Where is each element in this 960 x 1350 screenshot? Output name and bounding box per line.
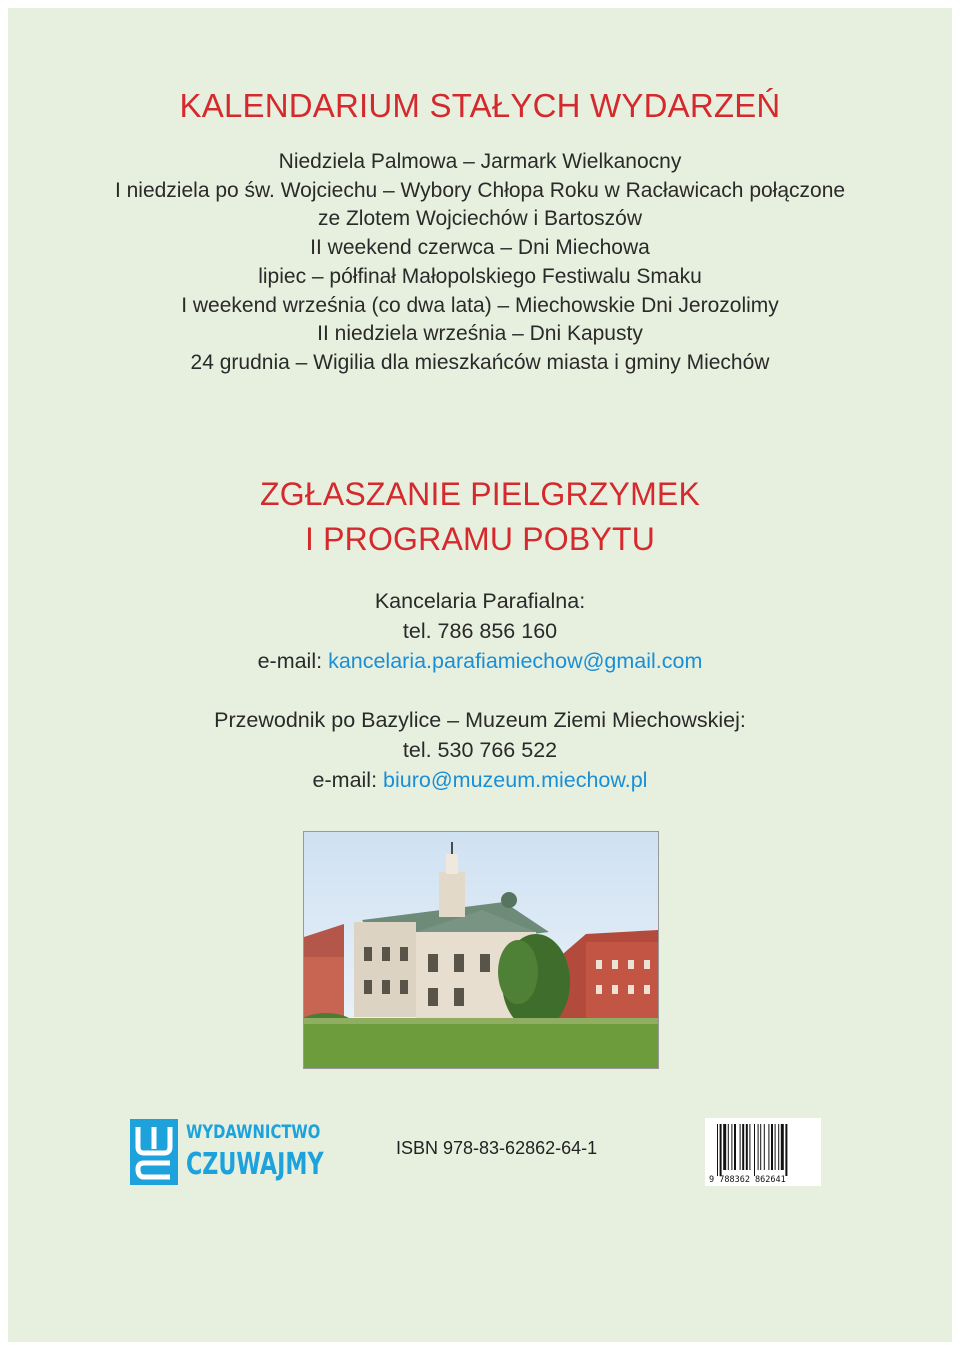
barcode-bar [742,1124,744,1170]
isbn-barcode [705,1118,821,1186]
barcode-bar [749,1124,750,1170]
barcode-bar [764,1124,765,1170]
event-line: II weekend czerwca – Dni Miechowa [310,236,650,260]
barcode-bar [717,1124,718,1176]
parish-office-email-row [8,646,952,676]
email-label: e-mail: [257,649,329,673]
email-label: e-mail: [312,768,384,792]
event-line: ze Zlotem Wojciechów i Bartoszów [317,207,643,231]
barcode-bar [728,1124,729,1170]
event-line: I niedziela po św. Wojciechu – Wybory Chłopa Roku w Racławicach połączone [114,178,846,202]
barcode-bar [771,1124,773,1170]
guide-label: Przewodnik po Bazylice – Muzeum Ziemi Miechowskiej: [214,708,746,732]
barcode-bar [754,1124,755,1176]
barcode-bar [775,1124,776,1170]
event-line: II niedziela września – Dni Kapusty [317,322,643,346]
barcode-bar [785,1124,787,1176]
barcode-bar [778,1124,779,1170]
parish-office-email-link[interactable]: kancelaria.parafiamiechow@gmail.com [328,649,703,673]
barcode-bar [740,1124,741,1170]
event-line: 24 grudnia – Wigilia dla mieszkańców miasta i gminy Miechów [190,350,770,374]
events-calendar-title: KALENDARIUM STAŁYCH WYDARZEŃ [179,87,781,124]
barcode-bar [720,1124,722,1176]
basilica-photo [303,831,659,1069]
barcode-bar [734,1124,736,1170]
isbn-number: ISBN 978-83-62862-64-1 [396,1138,598,1158]
barcode-bar [781,1124,784,1170]
event-line: Niedziela Palmowa – Jarmark Wielkanocny [278,150,682,173]
pilgrimage-title-line2: I PROGRAMU POBYTU [304,521,656,557]
back-cover-page [8,8,952,1342]
barcode-bar [760,1124,761,1170]
event-line: lipiec – półfinał Małopolskiego Festiwalu Smaku [258,264,702,288]
event-line: I weekend września (co dwa lata) – Miechowskie Dni Jerozolimy [181,293,779,317]
guide-email-link[interactable]: biuro@muzeum.miechow.pl [383,768,648,792]
parish-office-label: Kancelaria Parafialna: [374,589,586,613]
publisher-name-line2: CZUWAJMY [186,1147,324,1182]
barcode-bar [768,1124,769,1170]
pilgrimage-title-line1: ZGŁASZANIE PIELGRZYMEK [259,476,701,512]
parish-office-phone: tel. 786 856 160 [402,619,558,643]
barcode-digits: 9 788362 862641 [709,1175,786,1185]
barcode-bar [758,1124,759,1170]
publisher-logo [130,1119,324,1187]
publisher-logo-mark [130,1119,178,1185]
barcode-bar [723,1124,726,1170]
events-list [8,148,952,378]
parish-office-contact [8,586,952,676]
publisher-name-line1: WYDAWNICTWO [186,1121,321,1143]
barcode-bar [746,1124,748,1170]
guide-contact [8,705,952,795]
guide-email-row [8,765,952,795]
guide-phone: tel. 530 766 522 [402,738,558,762]
barcode-bar [731,1124,732,1170]
